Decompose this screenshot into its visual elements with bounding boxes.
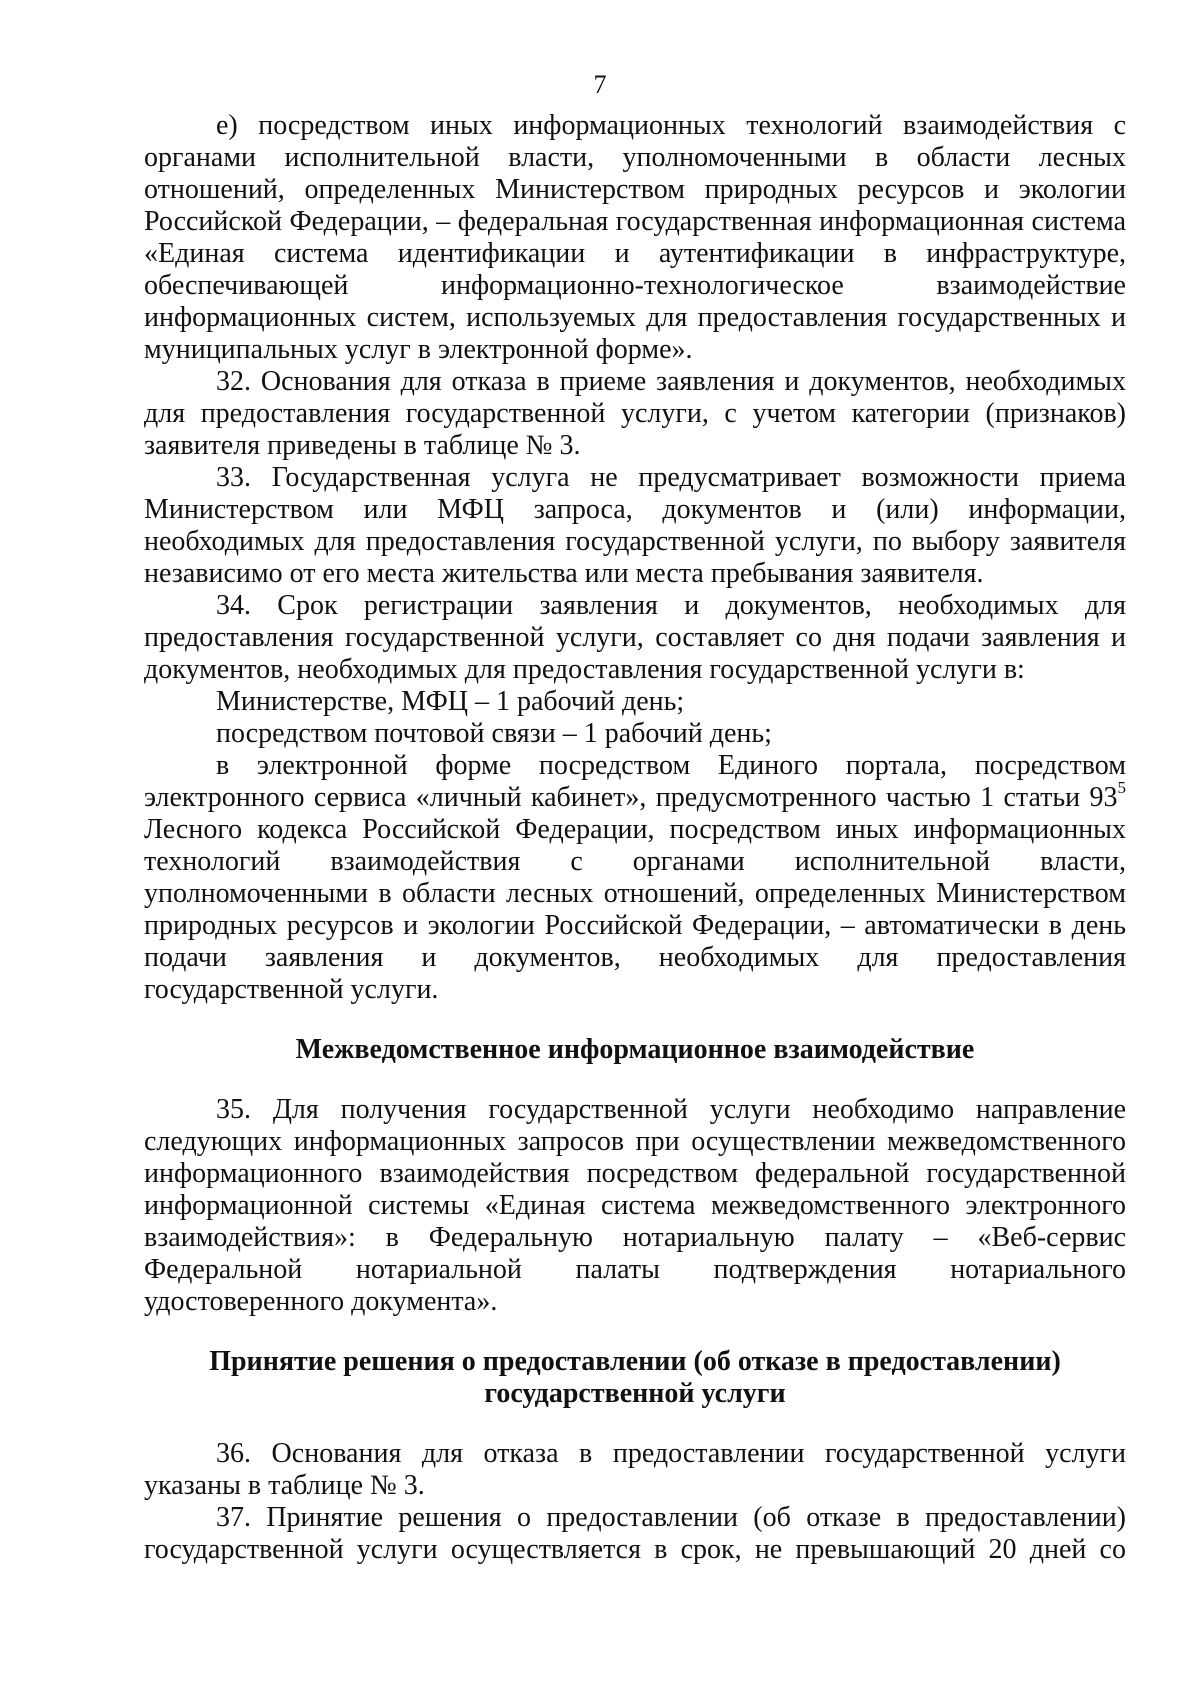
paragraph-34-item-electronic [144,750,1126,1006]
paragraph-35: 35. Для получения государственной услуги необходимо направление следующих информационных запросов при осуществлении межведомственного информационного взаимодействия посредством федеральной государственной информационной системы «Единая система межведомственного электронного взаимодействия»: в Федеральную нотариальную палату – «Веб-сервис Федеральной нотариальной палаты подтверждения нотариального удостоверенного документа». [144,1094,1126,1317]
paragraph-32: 32. Основания для отказа в приеме заявления и документов, необходимых для предоставления государственной услуги, с учетом категории (признаков) заявителя приведены в таблице № 3. [144,366,1126,461]
paragraph-e: е) посредством иных информационных технологий взаимодействия с органами исполнительной власти, уполномоченными в области лесных отношений, определенных Министерством природных ресурсов и экологии Российской Федерации, – федеральная государственная информационная система «Единая система идентификации и аутентификации в инфраструктуре, обеспечивающей информационно-технологическое взаимодействие информационных систем, используемых для предоставления государственных и муниципальных услуг в электронной форме». [144,110,1126,365]
paragraph-34-item-post: посредством почтовой связи – 1 рабочий день; [216,718,772,749]
article-superscript: 5 [1117,777,1126,797]
document-body [144,110,1126,1566]
paragraph-36: 36. Основания для отказа в предоставлении государственной услуги указаны в таблице № 3. [144,1438,1126,1501]
section-heading-decision [144,1346,1126,1410]
paragraph-33: 33. Государственная услуга не предусматривает возможности приема Министерством или МФЦ запроса, документов и (или) информации, необходимых для предоставления государственной услуги, по выбору заявителя независимо от его места жительства или места пребывания заявителя. [144,462,1126,589]
section-heading-decision-line2: государственной услуги [484,1378,786,1409]
paragraph-34-electronic-text-start: в электронной форме посредством Единого портала, посредством электронного сервиса «личный кабинет», предусмотренного частью 1 статьи 93 [144,750,1126,813]
section-heading-interagency: Межведомственное информационное взаимодействие [295,1034,975,1065]
section-heading-decision-line1: Принятие решения о предоставлении (об отказе в предоставлении) [209,1346,1061,1377]
paragraph-34-item-ministry: Министерстве, МФЦ – 1 рабочий день; [216,686,685,717]
paragraph-34: 34. Срок регистрации заявления и документов, необходимых для предоставления государственной услуги, составляет со дня подачи заявления и документов, необходимых для предоставления государственной услуги в: [144,590,1126,685]
paragraph-34-electronic-text-end: Лесного кодекса Российской Федерации, посредством иных информационных технологий взаимодействия с органами исполнительной власти, уполномоченными в области лесных отношений, определенных Министерством природных ресурсов и экологии Российской Федерации, – автоматически в день подачи заявления и документов, необходимых для предоставления государственной услуги. [144,814,1126,1005]
paragraph-37: 37. Принятие решения о предоставлении (об отказе в предоставлении) государственной услуги осуществляется в срок, не превышающий 20 дней со [144,1502,1126,1565]
page-number: 7 [593,70,607,99]
